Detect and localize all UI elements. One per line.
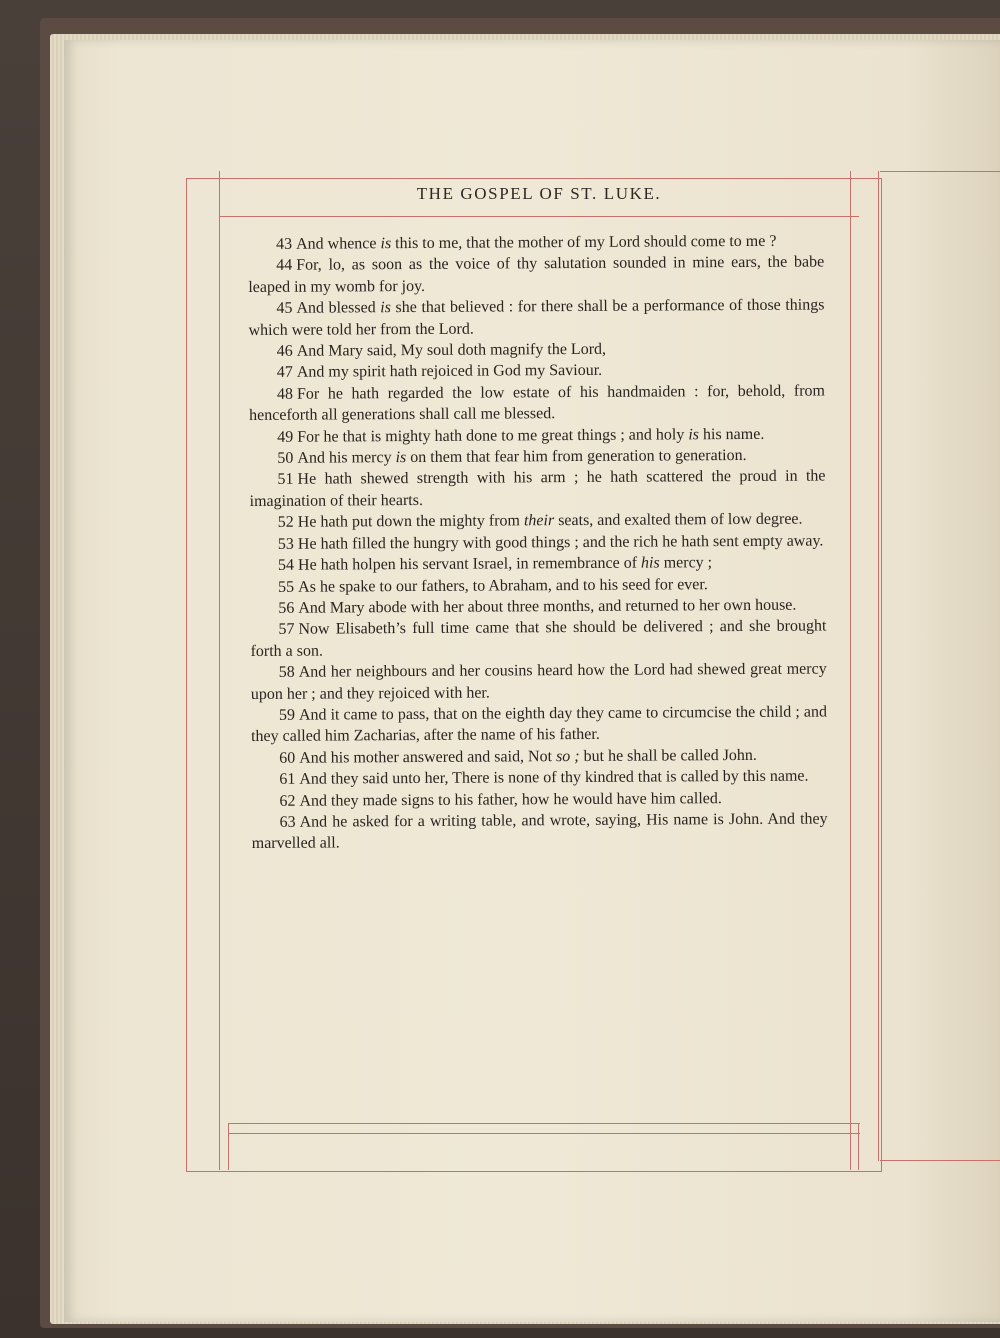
verse-53 xyxy=(250,530,826,555)
running-head: THE GOSPEL OF ST. LUKE. xyxy=(416,184,662,203)
verse-number: 56 xyxy=(278,599,295,617)
verse-57 xyxy=(250,616,826,662)
verse-text: but he shall be called John. xyxy=(579,746,757,765)
verse-number: 50 xyxy=(277,449,294,467)
verse-number: 61 xyxy=(279,770,296,788)
verse-number: 58 xyxy=(278,663,295,681)
footer-frame-right xyxy=(858,1123,859,1170)
verse-61 xyxy=(251,766,827,791)
verse-number: 52 xyxy=(277,514,294,532)
verse-text: He hath put down the mighty from xyxy=(297,512,524,531)
verse-text: As he spake to our fathers, to Abraham, and to his seed for ever. xyxy=(298,575,708,596)
verse-number: 48 xyxy=(276,385,294,403)
verse-63 xyxy=(252,808,828,854)
verse-59 xyxy=(251,701,827,747)
verse-text: And his mother answered and said, Not xyxy=(299,747,557,767)
footer-rule-top xyxy=(228,1123,860,1124)
verse-text: this to me, that the mother of my Lord should come to me ? xyxy=(391,232,777,253)
verse-number: 59 xyxy=(278,706,295,724)
verse-text: his name. xyxy=(698,425,765,443)
verse-italic-text: is xyxy=(395,449,407,467)
verse-number: 55 xyxy=(278,578,295,596)
verse-52 xyxy=(250,509,826,534)
verse-45 xyxy=(248,295,824,341)
verse-italic-text: is xyxy=(688,425,700,443)
verse-italic-text: is xyxy=(380,235,392,253)
verse-text: on them that fear him from generation to generation. xyxy=(406,447,747,467)
verse-number: 54 xyxy=(277,556,295,574)
verse-number: 44 xyxy=(276,257,293,275)
verse-text: Now Elisabeth’s full time came that she should be delivered ; and she brought forth a son. xyxy=(250,617,827,660)
verse-number: 47 xyxy=(276,364,293,382)
verse-text: And they made signs to his father, how he would have him called. xyxy=(299,789,722,810)
verse-italic-text: their xyxy=(523,512,555,530)
verse-text: He hath filled the hungry with good things ; and the rich he hath sent empty away. xyxy=(297,532,824,553)
verse-text: And Mary said, My soul doth magnify the Lord, xyxy=(296,340,607,360)
verse-number: 63 xyxy=(279,813,296,831)
verse-text: And his mercy xyxy=(297,449,396,467)
verse-text: she that believed : for there shall be a performance of those things which were told her from the Lord. xyxy=(248,296,825,339)
verse-text: For he hath regarded the low estate of his handmaiden : for, behold, from henceforth all generations shall call me blessed. xyxy=(249,382,826,425)
verse-italic-text: his xyxy=(640,554,660,572)
verse-text: And blessed xyxy=(296,299,381,317)
verse-text: seats, and exalted them of low degree. xyxy=(554,510,803,530)
verse-number: 46 xyxy=(276,342,293,360)
verse-number: 49 xyxy=(277,428,294,446)
verse-text: And Mary abode with her about three months, and returned to her own house. xyxy=(298,596,797,617)
header-rule xyxy=(219,216,859,217)
verse-44 xyxy=(248,252,824,298)
verse-text: For, lo, as soon as the voice of thy salutation sounded in mine ears, the babe leaped in my womb for joy. xyxy=(248,253,825,296)
verse-number: 51 xyxy=(277,471,294,489)
verse-text: For he that is mighty hath done to me great things ; and holy xyxy=(297,425,689,446)
scripture-text xyxy=(248,230,828,854)
verse-51 xyxy=(249,466,825,512)
verse-number: 57 xyxy=(278,621,295,639)
verse-number: 60 xyxy=(279,749,296,767)
verse-number: 53 xyxy=(277,535,294,553)
verse-58 xyxy=(251,659,827,705)
verse-number: 45 xyxy=(276,299,293,318)
verse-text: And whence xyxy=(296,235,381,253)
verse-number: 43 xyxy=(276,235,293,253)
right-frame-line xyxy=(878,171,879,1161)
verse-text: He hath holpen his servant Israel, in remembrance of xyxy=(297,554,642,574)
footer-rule-bottom xyxy=(228,1133,860,1134)
verse-italic-text: so ; xyxy=(555,747,580,765)
verse-text: mercy ; xyxy=(659,554,713,572)
top-rule-extension xyxy=(880,171,1000,172)
verse-text: And my spirit hath rejoiced in God my Saviour. xyxy=(296,362,603,382)
verse-text: And he asked for a writing table, and wrote, saying, His name is John. And they marvelled all. xyxy=(251,810,828,853)
verse-48 xyxy=(249,380,825,426)
verse-text: And they said unto her, There is none of thy kindred that is called by this name. xyxy=(299,767,809,788)
verse-italic-text: is xyxy=(380,299,391,317)
verse-text: He hath shewed strength with his arm ; he hath scattered the proud in the imagination of their hearts. xyxy=(249,467,826,510)
verse-text: And her neighbours and her cousins heard how the Lord had shewed great mercy upon her ; and they rejoiced with her. xyxy=(250,660,827,703)
verse-text: And it came to pass, that on the eighth day they came to circumcise the child ; and they called him Zacharias, after the name of his father. xyxy=(251,703,827,746)
bottom-rule-extension xyxy=(880,1160,1000,1161)
verse-number: 62 xyxy=(279,792,296,810)
footer-frame-left xyxy=(228,1123,229,1170)
